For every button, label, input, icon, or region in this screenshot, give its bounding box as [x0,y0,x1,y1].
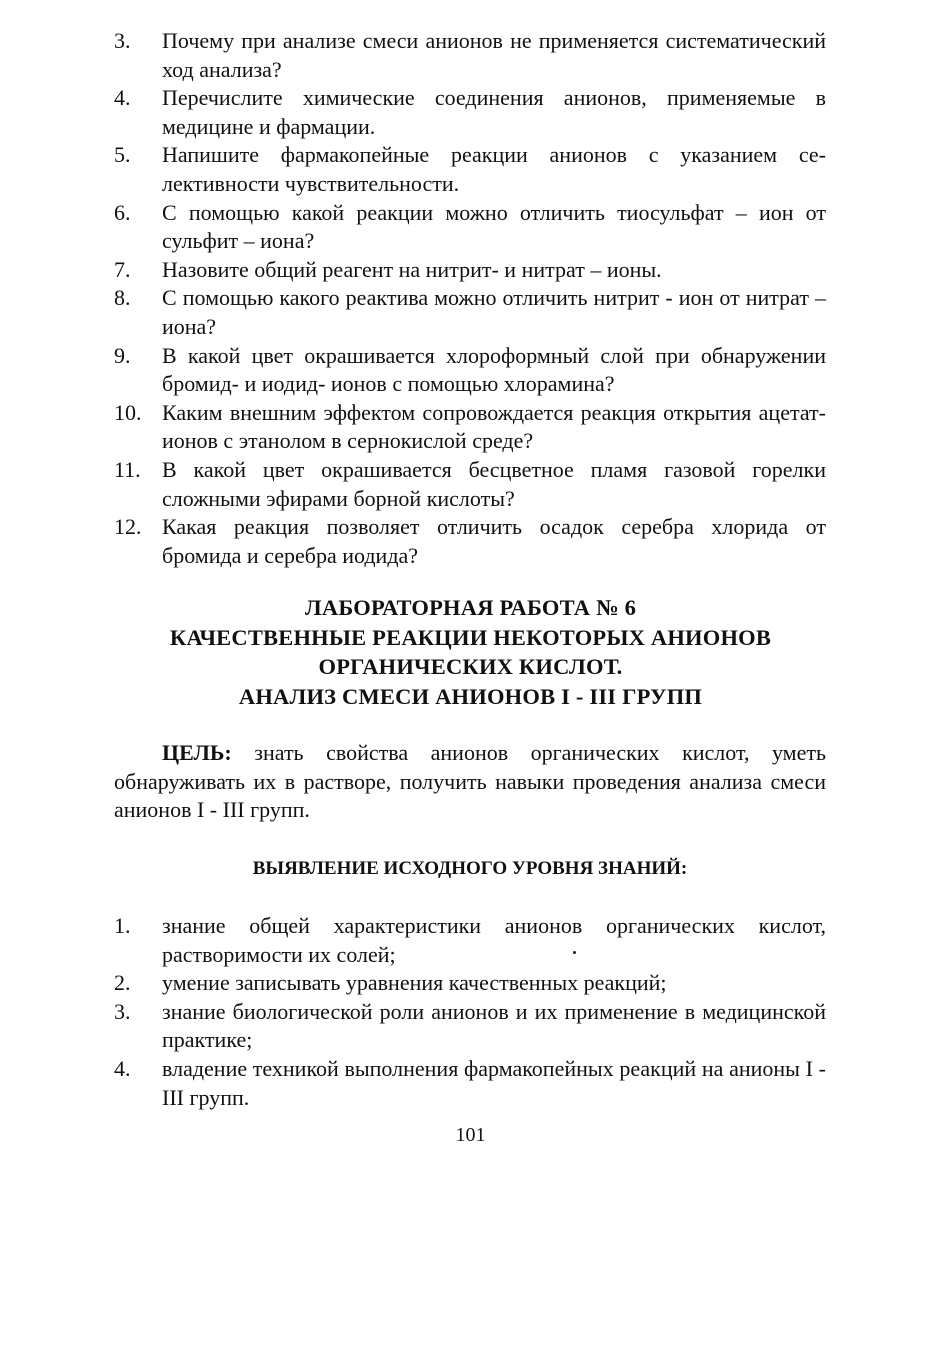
goal-paragraph [114,739,826,825]
knowledge-number: 2. [114,970,131,996]
question-number: 10. [114,399,142,425]
question-text: В какой цвет окрашивается хлороформный слой при обнаружении бромид- и иодид- ионов с помощью хлорамина? [162,342,826,397]
question-number: 7. [114,256,131,282]
question-item [114,284,826,341]
knowledge-text: знание общей характеристики анионов органических кислот, растворимости их солей; [162,913,826,967]
question-number: 12. [114,514,142,540]
heading-line: КАЧЕСТВЕННЫЕ РЕАКЦИИ НЕКОТОРЫХ АНИОНОВ [169,624,772,650]
knowledge-number: 3. [114,998,131,1024]
question-item [114,256,826,285]
question-item [114,27,826,84]
question-number: 3. [114,28,131,53]
knowledge-text: владение техникой выполнения фармакопейных реакций на анионы I - III групп. [162,1055,826,1110]
section-subheading: ВЫЯВЛЕНИЕ ИСХОДНОГО УРОВНЯ ЗНАНИЙ: [252,858,688,879]
knowledge-text: умение записывать уравнения качественных реакций; [162,970,667,996]
goal-text: знать свойства анионов органических кислот, уметь обнаруживать их в растворе, получить навыки проведения анализа смеси анионов I - III групп. [114,740,826,823]
question-text: В какой цвет окрашивается бесцветное пламя газовой горелки сложными эфирами борной кислоты? [162,456,826,511]
question-number: 4. [114,85,131,111]
page-number: 101 [455,1124,486,1146]
question-text: Напишите фармакопейные реакции анионов с указанием селективности чувствительности. [162,142,826,196]
knowledge-text: знание биологической роли анионов и их применение в медицинской практике; [162,998,826,1053]
knowledge-item [114,969,826,998]
question-item [114,342,826,399]
heading-line: ОРГАНИЧЕСКИХ КИСЛОТ. [318,654,623,679]
question-number: 11. [114,456,141,482]
question-number: 9. [114,342,131,368]
question-item [114,199,826,256]
question-text: С помощью какой реакции можно отличить тиосульфат – ион от сульфит – иона? [162,199,826,254]
question-text: Перечислите химические соединения анионов, применяемые в медицине и фармации. [162,85,826,139]
question-number: 6. [114,199,131,225]
lab-work-heading [100,593,841,711]
knowledge-item [114,912,826,969]
knowledge-number: 4. [114,1055,131,1081]
question-item [114,399,826,456]
knowledge-item [114,998,826,1055]
question-text: Каким внешним эффектом сопровождается реакция открытия ацетат-ионов с этанолом в сернокислой среде? [162,399,826,454]
question-text: С помощью какого реактива можно отличить нитрит - ион от нитрат – иона? [162,285,826,339]
heading-line: АНАЛИЗ СМЕСИ АНИОНОВ I - III ГРУПП [238,683,703,709]
question-item [114,84,826,141]
heading-line: ЛАБОРАТОРНАЯ РАБОТА № 6 [304,595,637,620]
question-item [114,456,826,513]
question-text: Назовите общий реагент на нитрит- и нитрат – ионы. [162,256,662,282]
knowledge-number: 1. [114,913,131,938]
goal-label: ЦЕЛЬ: [162,740,232,765]
question-number: 5. [114,142,131,168]
question-item [114,141,826,198]
question-text: Какая реакция позволяет отличить осадок серебра хлорида от бромида и серебра иодида? [162,514,826,568]
question-text: Почему при анализе смеси анионов не применяется систематический ход анализа? [162,28,826,82]
knowledge-item [114,1055,826,1112]
review-questions-list [114,27,826,570]
knowledge-list [114,912,826,1112]
question-number: 8. [114,285,131,311]
question-item [114,513,826,570]
scan-speck [573,951,576,954]
